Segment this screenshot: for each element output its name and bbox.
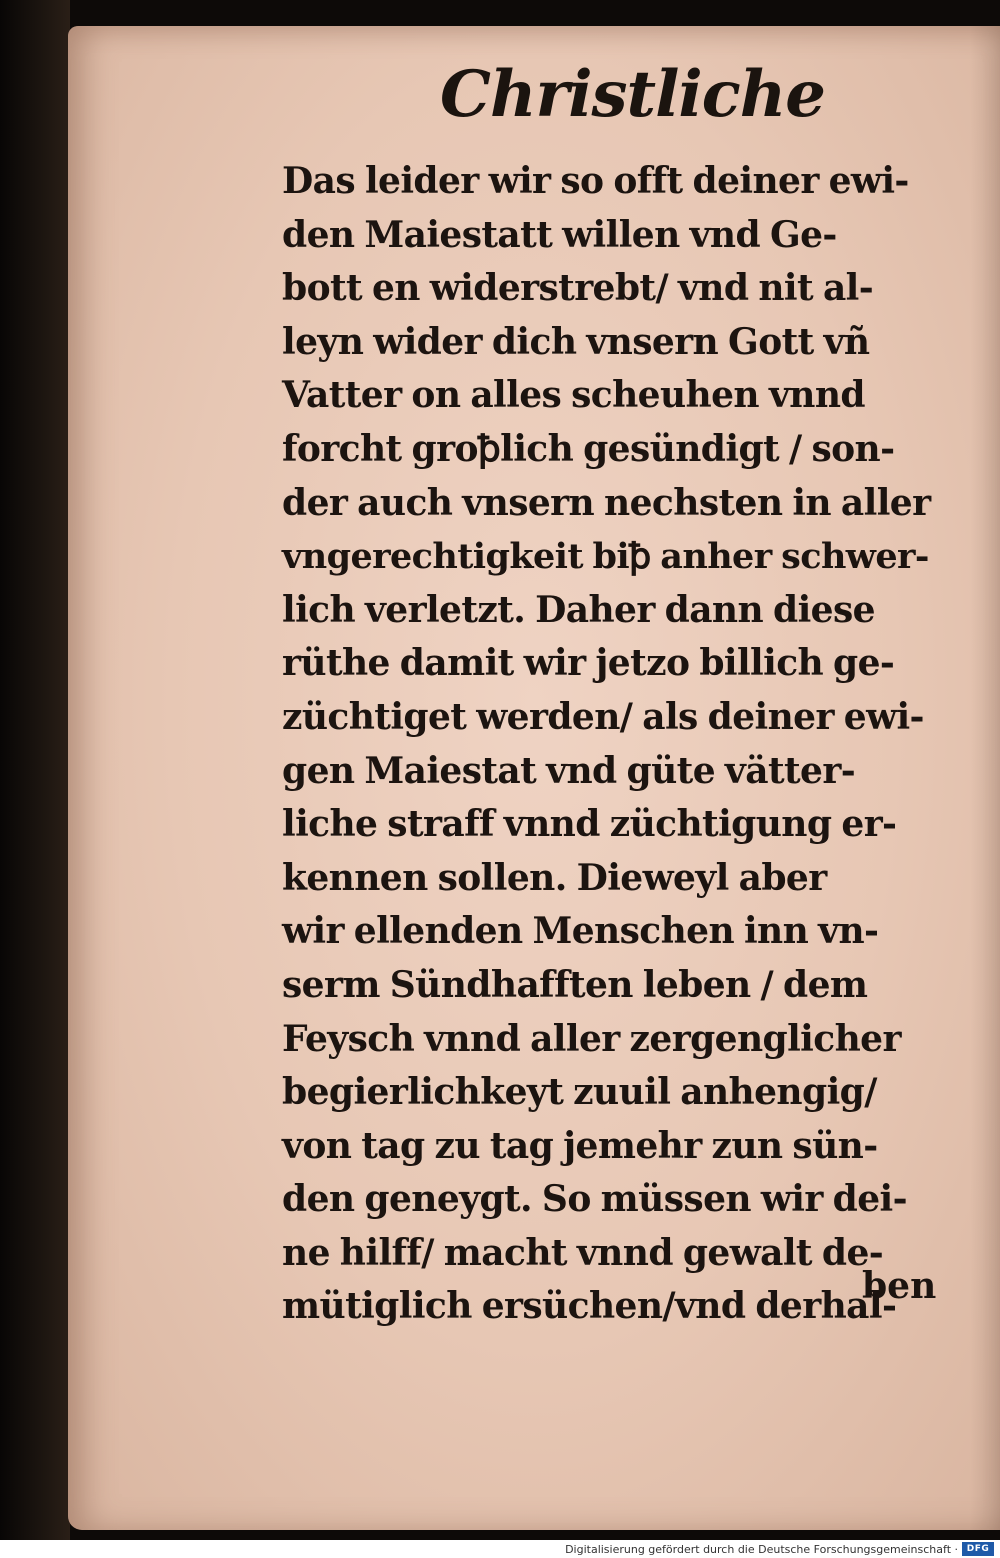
text-line: leyn wider dich vnsern Gott vñ bbox=[282, 320, 870, 363]
text-line: der auch vnsern nechsten in aller bbox=[282, 481, 931, 524]
text-line: lich verletzt. Daher dann diese bbox=[282, 588, 875, 631]
text-line: vngerechtigkeit biꝥ anher schwer- bbox=[282, 536, 929, 578]
book-spine bbox=[0, 0, 70, 1540]
text-line: mütiglich ersüchen/vnd derhal- bbox=[282, 1285, 897, 1328]
text-line: züchtiget werden/ als deiner ewi- bbox=[282, 695, 924, 738]
text-line: liche straff vnnd züchtigung er- bbox=[282, 803, 897, 846]
text-line: Feysch vnnd aller zergenglicher bbox=[282, 1017, 901, 1060]
text-line: ne hilff/ macht vnnd gewalt de- bbox=[282, 1231, 884, 1274]
page-edge-shadow bbox=[970, 26, 1000, 1530]
text-line: den Maiestatt willen vnd Ge- bbox=[282, 213, 837, 256]
text-line: wir ellenden Menschen inn vn- bbox=[282, 910, 879, 953]
text-line: gen Maiestat vnd güte vätter- bbox=[282, 749, 856, 792]
text-line: serm Sündhafften leben / dem bbox=[282, 963, 868, 1006]
text-line: von tag zu tag jemehr zun sün- bbox=[282, 1124, 878, 1167]
text-line: begierlichkeyt zuuil anhengig/ bbox=[282, 1071, 877, 1114]
text-line: Vatter on alles scheuhen vnnd bbox=[282, 374, 865, 417]
text-line: kennen sollen. Dieweyl aber bbox=[282, 856, 827, 899]
text-line: Das leider wir so offt deiner ewi- bbox=[282, 160, 909, 202]
text-line: rüthe damit wir jetzo billich ge- bbox=[282, 642, 895, 685]
catchword: ben bbox=[862, 1265, 937, 1307]
text-line: forcht groꝥlich gesündigt / son- bbox=[282, 427, 895, 470]
text-block bbox=[282, 155, 942, 1334]
text-line: den geneygt. So müssen wir dei- bbox=[282, 1178, 907, 1221]
dfg-logo-icon[interactable]: DFG bbox=[962, 1542, 994, 1556]
running-head: Christliche bbox=[440, 57, 825, 132]
text-line: bott en widerstrebt/ vnd nit al- bbox=[282, 267, 874, 310]
digitization-credit: Digitalisierung gefördert durch die Deutsche Forschungsgemeinschaft · bbox=[565, 1543, 958, 1556]
